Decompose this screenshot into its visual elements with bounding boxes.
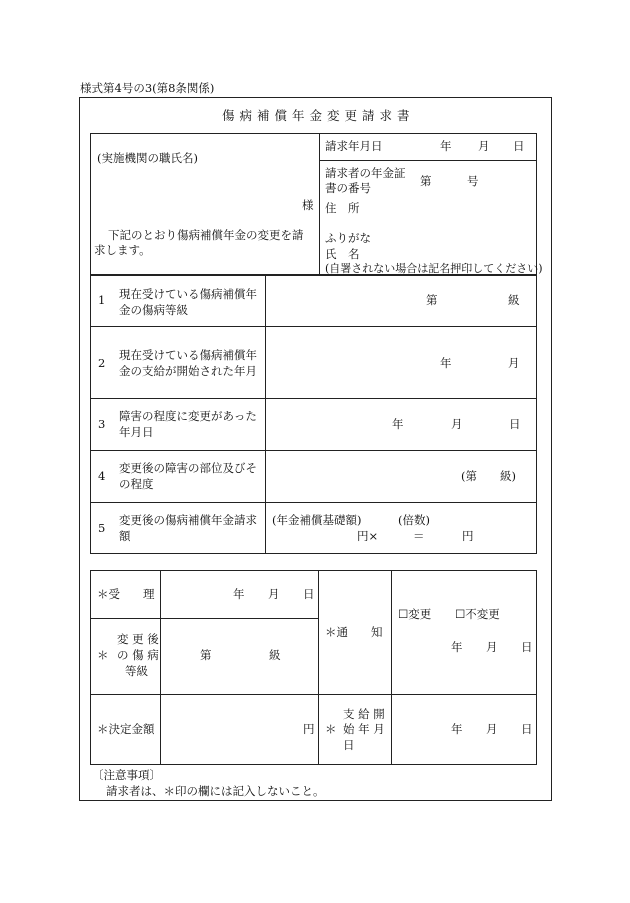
- check-nochange: ☐不変更: [455, 607, 500, 621]
- item-label-line2: の程度: [119, 477, 154, 491]
- start-day: 日: [521, 722, 533, 736]
- request-date-day[interactable]: 日: [513, 139, 525, 153]
- yen-times[interactable]: 円×: [357, 529, 379, 543]
- grade-kyu: 級: [269, 648, 281, 662]
- start-month: 月: [486, 722, 498, 736]
- request-date-month[interactable]: 月: [478, 139, 490, 153]
- pension-number-go[interactable]: 号: [467, 174, 479, 188]
- yen-result[interactable]: 円: [462, 529, 474, 543]
- item-value-year[interactable]: 年: [440, 356, 452, 370]
- item-label-line1: 現在受けている傷病補償年: [119, 287, 257, 301]
- notes-line: 請求者は、＊印の欄には記入しないこと。: [106, 784, 325, 798]
- item-number: 4: [98, 469, 106, 483]
- name-note: (自署されない場合は記名押印してください): [325, 262, 543, 275]
- notice-month: 月: [486, 640, 498, 654]
- item-label-line1: 変更後の障害の部位及びそ: [119, 461, 257, 475]
- grade-dai: 第: [200, 648, 212, 662]
- item-value-day[interactable]: 日: [509, 417, 521, 431]
- item-label-line1: 変更後の傷病補償年金請求: [119, 513, 257, 527]
- start-label-line2: 始 年 月: [343, 722, 385, 736]
- pension-number-dai[interactable]: 第: [420, 174, 432, 188]
- received-year: 年: [233, 587, 245, 601]
- base-amount-label: (年金補償基礎額): [272, 513, 362, 527]
- grade-star: ＊: [97, 648, 109, 662]
- item-value-dai[interactable]: 第: [426, 293, 438, 307]
- item-number: 5: [98, 521, 106, 535]
- item-number: 2: [98, 356, 106, 370]
- start-label-line1: 支 給 開: [343, 707, 385, 721]
- form-number: 様式第4号の3(第8条関係): [80, 81, 215, 95]
- start-year: 年: [451, 722, 463, 736]
- received-label: ＊受 理: [97, 587, 155, 601]
- pension-number-label-1: 請求者の年金証: [325, 166, 406, 180]
- item-number: 1: [98, 293, 106, 307]
- name-label: 氏 名: [325, 247, 360, 261]
- notice-label: ＊通 知: [325, 625, 383, 639]
- check-change: ☐変更: [398, 607, 432, 621]
- request-date-year[interactable]: 年: [440, 139, 452, 153]
- start-label-line3: 日: [343, 738, 355, 752]
- decided-amount-yen: 円: [303, 722, 315, 736]
- start-star: ＊: [325, 722, 337, 736]
- item-value-kyu[interactable]: 級): [500, 469, 516, 483]
- item-label-line2: 年月日: [119, 425, 154, 439]
- request-date-label: 請求年月日: [325, 139, 383, 153]
- item-value-dai[interactable]: (第: [461, 469, 477, 483]
- notice-day: 日: [521, 640, 533, 654]
- item-value-month[interactable]: 月: [508, 356, 520, 370]
- furigana-label: ふりがな: [325, 231, 371, 245]
- equals-sign: ＝: [413, 529, 425, 543]
- item-label-line2: 額: [119, 529, 131, 543]
- item-label-line2: 金の支給が開始された年月: [119, 364, 257, 378]
- received-month: 月: [268, 587, 280, 601]
- item-value-month[interactable]: 月: [451, 417, 463, 431]
- grade-label-line2: の 傷 病: [117, 648, 159, 662]
- item-number: 3: [98, 417, 106, 431]
- pension-number-label-2: 書の番号: [325, 181, 371, 195]
- request-text-line1: 下記のとおり傷病補償年金の変更を請: [108, 228, 304, 242]
- item-label-line2: 金の傷病等級: [119, 303, 188, 317]
- form-title: 傷病補償年金変更請求書: [222, 108, 415, 123]
- multiplier-label: (倍数): [398, 513, 430, 527]
- sama-text: 様: [302, 198, 314, 212]
- item-value-year[interactable]: 年: [392, 417, 404, 431]
- notes-heading: 〔注意事項〕: [92, 768, 161, 782]
- item-label-line1: 障害の程度に変更があった: [119, 409, 257, 423]
- office-name-label: (実施機関の職氏名): [97, 151, 198, 165]
- item-label-line1: 現在受けている傷病補償年: [119, 348, 257, 362]
- received-day: 日: [303, 587, 315, 601]
- notice-year: 年: [451, 640, 463, 654]
- request-text-line2: 求します。: [94, 243, 151, 257]
- decided-amount-label: ＊決定金額: [97, 722, 155, 736]
- item-value-kyu[interactable]: 級: [508, 293, 520, 307]
- grade-label-line1: 変 更 後: [117, 632, 159, 646]
- address-label: 住 所: [325, 201, 360, 215]
- grade-label-line3: 等級: [125, 664, 148, 678]
